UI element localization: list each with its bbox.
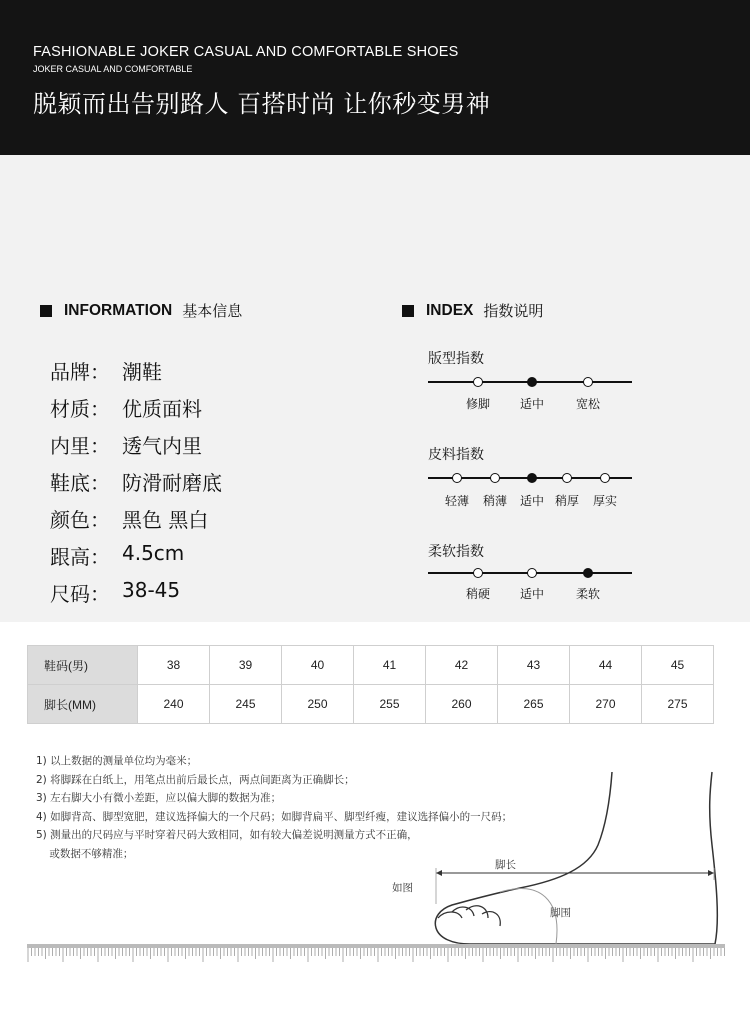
- table-cell: 240: [138, 685, 210, 724]
- table-cell: 265: [498, 685, 570, 724]
- table-cell: 45: [642, 646, 714, 685]
- info-value: 黑色 黑白: [122, 508, 209, 532]
- table-cell: 41: [354, 646, 426, 685]
- table-cell: 245: [210, 685, 282, 724]
- table-cell: 40: [282, 646, 354, 685]
- example-label: 如图: [392, 882, 413, 894]
- table-cell: 275: [642, 685, 714, 724]
- info-key: 材质：: [50, 397, 110, 421]
- ruler: [27, 944, 725, 962]
- scale-label: 稍硬: [465, 587, 490, 601]
- table-cell: 260: [426, 685, 498, 724]
- foot-girth-label: 脚围: [550, 907, 571, 919]
- scale-label: 轻薄: [444, 494, 469, 508]
- scale-label: 适中: [519, 587, 544, 601]
- scale-label: 修脚: [465, 397, 490, 411]
- info-key: 鞋底：: [50, 471, 110, 495]
- table-row-header: 脚长(MM): [28, 685, 138, 724]
- note-line: 或数据不够精准；: [36, 847, 134, 860]
- information-title-en: INFORMATION: [64, 301, 173, 319]
- info-key: 内里：: [50, 434, 110, 458]
- index-title-en: INDEX: [426, 301, 474, 319]
- info-value: 潮鞋: [122, 360, 162, 384]
- info-key: 颜色：: [50, 508, 110, 532]
- info-key: 跟高：: [50, 545, 110, 569]
- note-line: 2) 将脚踩在白纸上，用笔点出前后最长点，两点间距离为正确脚长；: [36, 773, 355, 786]
- info-value: 4.5cm: [122, 541, 185, 565]
- foot-outline: [435, 772, 717, 944]
- scale-label: 稍厚: [554, 494, 579, 508]
- index-scale-title: 皮料指数: [428, 447, 484, 463]
- foot-length-label: 脚长: [495, 859, 516, 871]
- information-title-zh: 基本信息: [182, 302, 243, 320]
- index-scale-title: 版型指数: [428, 351, 484, 367]
- scale-label: 宽松: [575, 397, 600, 411]
- table-cell: 42: [426, 646, 498, 685]
- table-cell: 255: [354, 685, 426, 724]
- girth-curve: [500, 889, 557, 944]
- scale-label: 适中: [519, 397, 544, 411]
- note-line: 3) 左右脚大小有微小差距，应以偏大脚的数据为准；: [36, 792, 282, 804]
- info-key: 尺码：: [50, 582, 110, 606]
- note-line: 1) 以上数据的测量单位均为毫米；: [36, 755, 198, 767]
- hero-headline-en: FASHIONABLE JOKER CASUAL AND COMFORTABLE SHOES: [33, 44, 459, 60]
- note-line: 4) 如脚背高、脚型宽肥，建议选择偏大的一个尺码；如脚背扁平、脚型纤瘦，建议选择偏小的一尺码；: [36, 810, 513, 823]
- table-row-header: 鞋码(男): [28, 646, 138, 685]
- scale-label: 厚实: [592, 494, 617, 508]
- info-value: 防滑耐磨底: [122, 471, 222, 495]
- index-title-zh: 指数说明: [483, 302, 544, 320]
- table-cell: 270: [570, 685, 642, 724]
- table-cell: 39: [210, 646, 282, 685]
- toe-outline: [438, 906, 500, 926]
- table-cell: 43: [498, 646, 570, 685]
- hero-slogan: 脱颖而出告别路人 百搭时尚 让你秒变男神: [33, 90, 491, 118]
- table-cell: 38: [138, 646, 210, 685]
- note-line: 5) 测量出的尺码应与平时穿着尺码大致相同，如有较大偏差说明测量方式不正确，: [36, 829, 418, 841]
- scale-label: 适中: [519, 494, 544, 508]
- info-key: 品牌：: [50, 360, 110, 384]
- hero-subline-en: JOKER CASUAL AND COMFORTABLE: [33, 64, 193, 74]
- scale-label: 柔软: [575, 587, 600, 601]
- info-value: 38-45: [122, 578, 181, 602]
- scale-label: 稍薄: [482, 494, 507, 508]
- info-value: 透气内里: [122, 434, 202, 458]
- table-cell: 250: [282, 685, 354, 724]
- info-value: 优质面料: [122, 397, 202, 421]
- table-cell: 44: [570, 646, 642, 685]
- index-scale-title: 柔软指数: [428, 544, 484, 560]
